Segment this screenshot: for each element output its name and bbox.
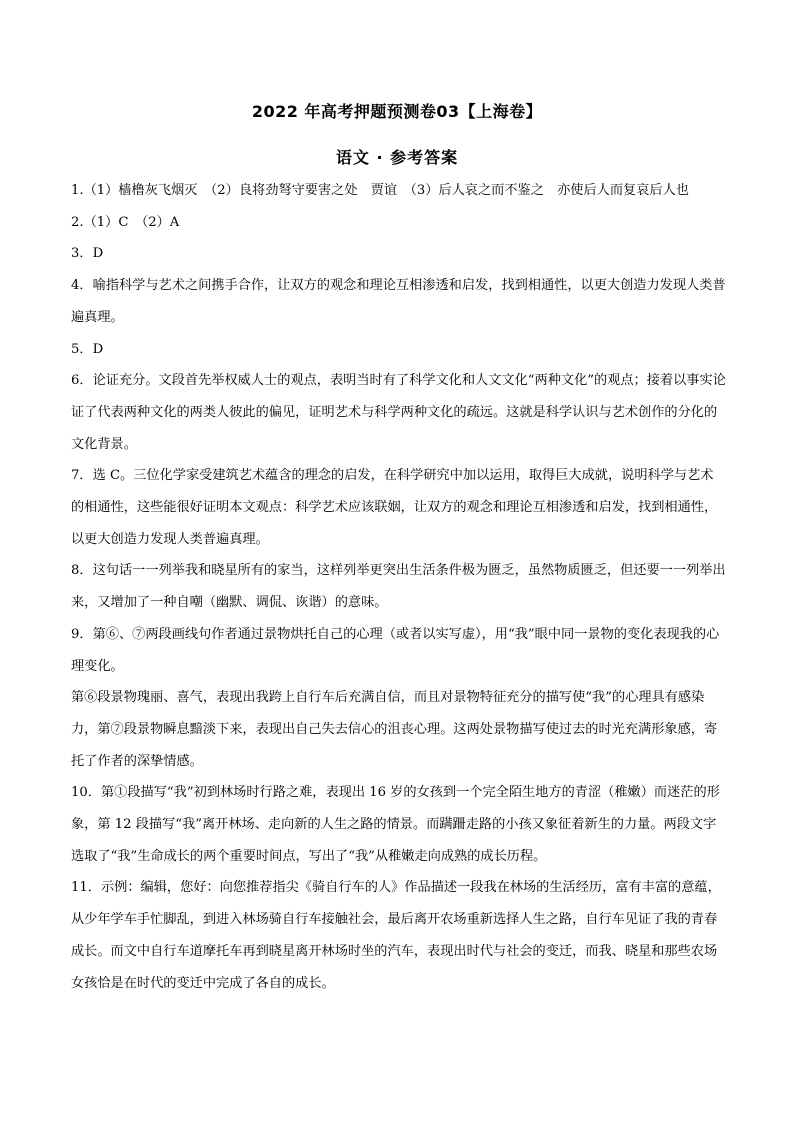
answer-1: 1.（1）樯橹灰飞烟灭 （2）良将劲弩守要害之处 贾谊 （3）后人哀之而不鉴之 亦使后人而复哀后人也 xyxy=(71,183,689,198)
document-subtitle: 语文 · 参考答案 xyxy=(335,148,459,167)
answer-4: 4．喻指科学与艺术之间携手合作，让双方的观念和理论互相渗透和启发，找到相通性，以更大创造力发现人类普遍真理。 xyxy=(71,278,726,325)
answer-8: 8．这句话一一列举我和晓星所有的家当，这样列举更突出生活条件极为匮乏，虽然物质匮乏，但还要一一列举出来，又增加了一种自嘲（幽默、调侃、诙谐）的意味。 xyxy=(71,563,726,611)
answer-9-continued: 第⑥段景物瑰丽、喜气，表现出我跨上自行车后充满自信，而且对景物特征充分的描写使“我”的心理具有感染力，第⑦段景物瞬息黯淡下来，表现出自己失去信心的沮丧心理。这两处景物描写使过去的时光充满形象感，寄托了作者的深挚情感。 xyxy=(71,690,718,769)
answer-10: 10．第①段描写“我”初到林场时行路之难，表现出 16 岁的女孩到一个完全陌生地方的青涩（稚嫩）而迷茫的形象，第 12 段描写“我”离开林场、走向新的人生之路的情景。而蹒跚走路的小孩又象征着新生的力量。两段文字选取了“我”生命成长的两个重要时间点，写出了“我”从稚嫩走向成熟的成长历程。 xyxy=(71,785,720,864)
answer-3: 3．D xyxy=(71,246,104,262)
answer-7: 7．选 C。三位化学家受建筑艺术蕴含的理念的启发，在科学研究中加以运用，取得巨大成就，说明科学与艺术的相通性，这些能很好证明本文观点：科学艺术应该联姻，让双方的观念和理论互相渗透和启发，找到相通性，以更大创造力发现人类普遍真理。 xyxy=(71,468,718,547)
answer-9: 9．第⑥、⑦两段画线句作者通过景物烘托自己的心理（或者以实写虚），用“我”眼中同一景物的变化表现我的心理变化。 xyxy=(71,626,720,674)
answer-5: 5．D xyxy=(71,341,104,357)
document-title: 2022 年高考押题预测卷03【上海卷】 xyxy=(251,102,543,121)
answer-2: 2.（1）C （2）A xyxy=(71,214,180,230)
answer-6: 6．论证充分。文段首先举权威人士的观点，表明当时有了科学文化和人文文化“两种文化”的观点；接着以事实论证了代表两种文化的两类人彼此的偏见，证明艺术与科学两种文化的疏远。这就是科学认识与艺术创作的分化的文化背景。 xyxy=(71,373,726,452)
answer-list xyxy=(71,175,726,999)
answer-11: 11．示例：编辑，您好：向您推荐指尖《骑自行车的人》作品描述一段我在林场的生活经历，富有丰富的意蕴，从少年学车手忙脚乱，到进入林场骑自行车接触社会，最后离开农场重新选择人生之路，自行车见证了我的青春成长。而文中自行车道摩托车再到晓星离开林场时坐的汽车，表现出时代与社会的变迁，而我、晓星和那些农场女孩恰是在时代的变迁中完成了各自的成长。 xyxy=(71,880,721,991)
